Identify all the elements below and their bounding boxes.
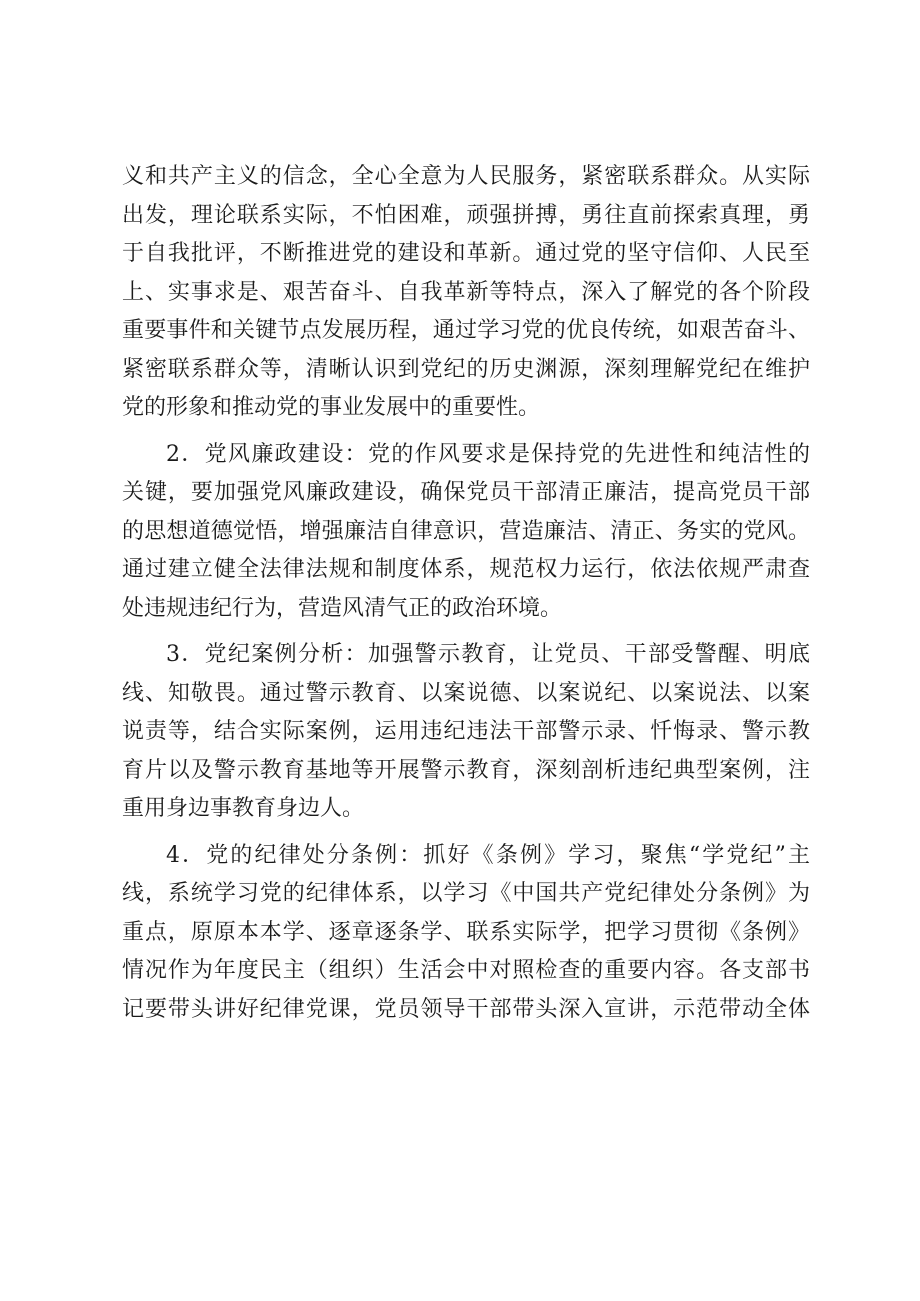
text-line: 党的形象和推动党的事业发展中的重要性。: [122, 395, 541, 420]
paragraph-4: [122, 837, 810, 1030]
text-line: 重点，原原本本学、逐章逐条学、联系实际学，把学习贯彻《条例》: [122, 919, 810, 945]
text-line: 通过建立健全法律法规和制度体系，规范权力运行，依法依规严肃查: [122, 557, 810, 582]
text-line: 育片以及警示教育基地等开展警示教育，深刻剖析违纪典型案例，注: [122, 757, 810, 783]
text-line: 出发，理论联系实际，不怕困难，顽强拼搏，勇往直前探索真理，勇: [122, 202, 810, 228]
text-line: 2．党风廉政建设：党的作风要求是保持党的先进性和纯洁性的: [166, 441, 810, 467]
text-line: 4．党的纪律处分条例：抓好《条例》学习，聚焦“学党纪”主: [166, 842, 810, 868]
text-line: 关键，要加强党风廉政建设，确保党员干部清正廉洁，提高党员干部: [122, 480, 810, 505]
text-line: 上、实事求是、艰苦奋斗、自我革新等特点，深入了解党的各个阶段: [122, 279, 810, 305]
text-line: 线，系统学习党的纪律体系，以学习《中国共产党纪律处分条例》为: [122, 881, 810, 906]
text-line: 重用身边事教育身边人。: [122, 796, 365, 821]
text-line: 线、知敬畏。通过警示教育、以案说德、以案说纪、以案说法、以案: [122, 680, 810, 706]
text-line: 情况作为年度民主（组织）生活会中对照检查的重要内容。各支部书: [122, 958, 810, 983]
paragraph-3: [122, 636, 810, 829]
text-line: 的思想道德觉悟，增强廉洁自律意识，营造廉洁、清正、务实的党风。: [122, 518, 810, 544]
text-line: 义和共产主义的信念，全心全意为人民服务，紧密联系群众。从实际: [122, 164, 810, 189]
paragraph-1: [122, 158, 810, 428]
document-page: [122, 158, 810, 1037]
text-line: 于自我批评，不断推进党的建设和革新。通过党的坚守信仰、人民至: [122, 241, 810, 266]
text-line: 重要事件和关键节点发展历程，通过学习党的优良传统，如艰苦奋斗、: [122, 318, 810, 343]
text-line: 处违规违纪行为，营造风清气正的政治环境。: [122, 595, 563, 621]
text-line: 记要带头讲好纪律党课，党员领导干部带头深入宣讲，示范带动全体: [122, 996, 810, 1022]
text-line: 3．党纪案例分析：加强警示教育，让党员、干部受警醒、明底: [166, 642, 810, 667]
text-line: 说责等，结合实际案例，运用违纪违法干部警示录、忏悔录、警示教: [122, 719, 810, 744]
text-line: 紧密联系群众等，清晰认识到党纪的历史渊源，深刻理解党纪在维护: [122, 356, 810, 382]
paragraph-2: [122, 436, 810, 629]
